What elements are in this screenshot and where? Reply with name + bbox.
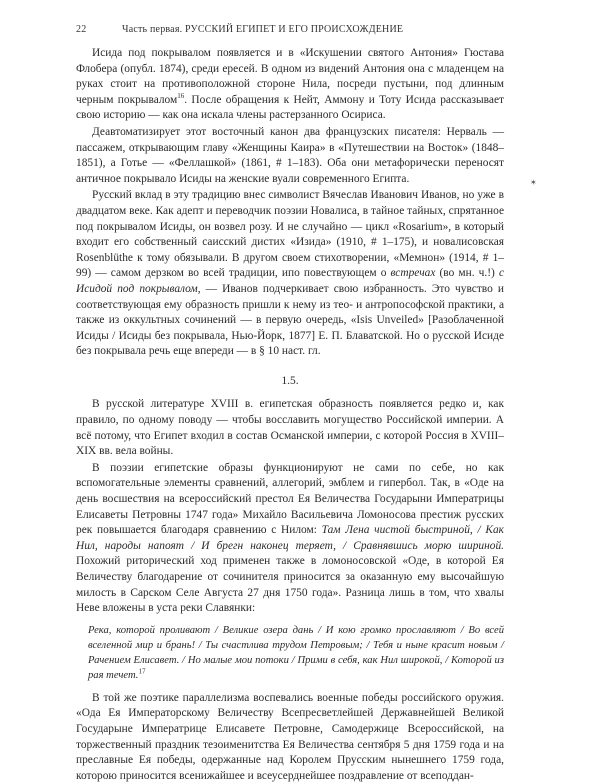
italic-lena-quote: Там Лена чистой быстриной, / Как Нил, народы напоят / И брегн наконец теряет, / Сравнявшись морю шириной. [76, 524, 504, 552]
footnote-ref-16[interactable]: 16 [177, 91, 185, 100]
italic-isida: с Исидой под покрывалом [76, 267, 505, 295]
body-text [76, 46, 504, 784]
paragraph-victories: В той же поэтике параллелизма воспевались военные победы российского оружия. «Ода Ея Императорскому Величеству Всепресветлейшей Державнейшей Великой Государыне Императрице Елисавете Петровне, Самодержице Всероссийской, на торжественный праздник тезоименитства Ея Величества сентября 5 дня 1759 года и на преславные Ея победы, одержанные над Королем Прусским нынешнего 1759 года, которою приносится всенижайшее и всеусерднейшее поздравление от всеподдан- [76, 691, 504, 782]
running-title: Часть первая. РУССКИЙ ЕГИПЕТ И ЕГО ПРОИСХОЖДЕНИЕ [122, 24, 404, 35]
paragraph-nerval: Деавтоматизирует этот восточный канон два французских писателя: Нерваль — пассажем, открывающим главу «Женщины Каира» в «Путешествии на Восток» (1848–1851), а Готье — «Феллашкой» (1861, # 1–183). Оба они метафорически переносят античное покрывало Исиды на женские вуали современного Египта. [76, 125, 504, 185]
paragraph-ivanov: Русский вклад в эту традицию внес символист Вячеслав Иванович Иванов, но уже в двадцатом веке. Как адепт и переводчик поэзии Новалиса, в тайное тайных, спрятанное под покрывалом Исиды, он возвел розу. И не случайно — цикл «Rosarium», в который входит его собственный саисский дистих «Изида» (1910, # 1–175), и новалисовская Rosenblüthe к тому обязывали. В другом своем стихотворении, «Мемнон» (1914, # 1–99) — самом дерзком во всей традиции, ипо повествующем о встречах (во мн. ч.!) с Исидой под покрывалом, — Иванов подчеркивает свою избранность. Это чувство и соответствующая ему образность пришли к нему из тео- и антропософской практики, а также из оккультных сочинений — в первую очередь, «Isis Unveiled» [Разоблаченной Исиды / Исиды без покрывала, Нью-Йорк, 1877] Е. П. Блаватской. Но о русской Исиде без покрывала речь еще впереди — в § 10 наст. гл. [76, 189, 505, 358]
paragraph-flaubert: Исида под покрывалом появляется и в «Искушении святого Антония» Гюстава Флобера (опубл. 1874), среди ересей. В одном из видений Антония она с младенцем на руках стоит на противоположной стороне Нила, посреди пустыни, под длинным черным покрывалом$^{16}$. После обращения к Нейт, Аммону и Тоту Исида рассказывает свою историю — как она искала члены растерзанного Осириса. [76, 47, 504, 122]
section-heading: 1.5. [281, 374, 299, 387]
margin-mark-icon: ✶ [530, 178, 537, 187]
block-quote: Река, которой проливают / Великие озера дань / И кою громко прославляют / Во всей вселенной мир и брань! / Ты счастлива трудом Петровым; / Тебя и ныне красит новым / Рачением Елисавет. / Но малые мои потоки / Прими в себя, как Нил широкой, / Которой из рая течет.$^{17}$ [88, 624, 504, 681]
page-number: 22 [76, 24, 87, 35]
footnote-ref-17[interactable]: 17 [138, 667, 146, 676]
paragraph-lomonosov: В поэзии египетские образы функционируют не сами по себе, но как вспомогательные элементы сравнений, аллегорий, эмблем и гипербол. Так, в «Оде на день восшествия на всероссийский престол Ея Величества Государыни Императрицы Елисаветы Петровны 1747 года» Михайло Васильевича Ломоносова престиж русских рек повышается благодаря сравнению с Нилом: Там Лена чистой быстриной, / Как Нил, народы напоят / И брегн наконец теряет, / Сравнявшись морю шириной. Похожий риторический ход применен также в ломоносовской «Оде, в которой Ея Величеству благодарение от сочинителя приносится за оказанную ему высочайшую милость в Сарском Селе Августа 27 дня 1750 года». Разница лишь в том, что хвалы Неве вложены в уста реки Славянки: [76, 461, 504, 615]
italic-vstrechah: встречах [390, 267, 436, 280]
paragraph-xviii: В русской литературе XVIII в. египетская образность появляется редко и, как правило, по одному поводу — чтобы восславить могущество Российской империи. А всё потому, что Египет входил в состав Османской империи, с которой Россия в XVIII–XIX вв. вела войны. [76, 398, 504, 458]
